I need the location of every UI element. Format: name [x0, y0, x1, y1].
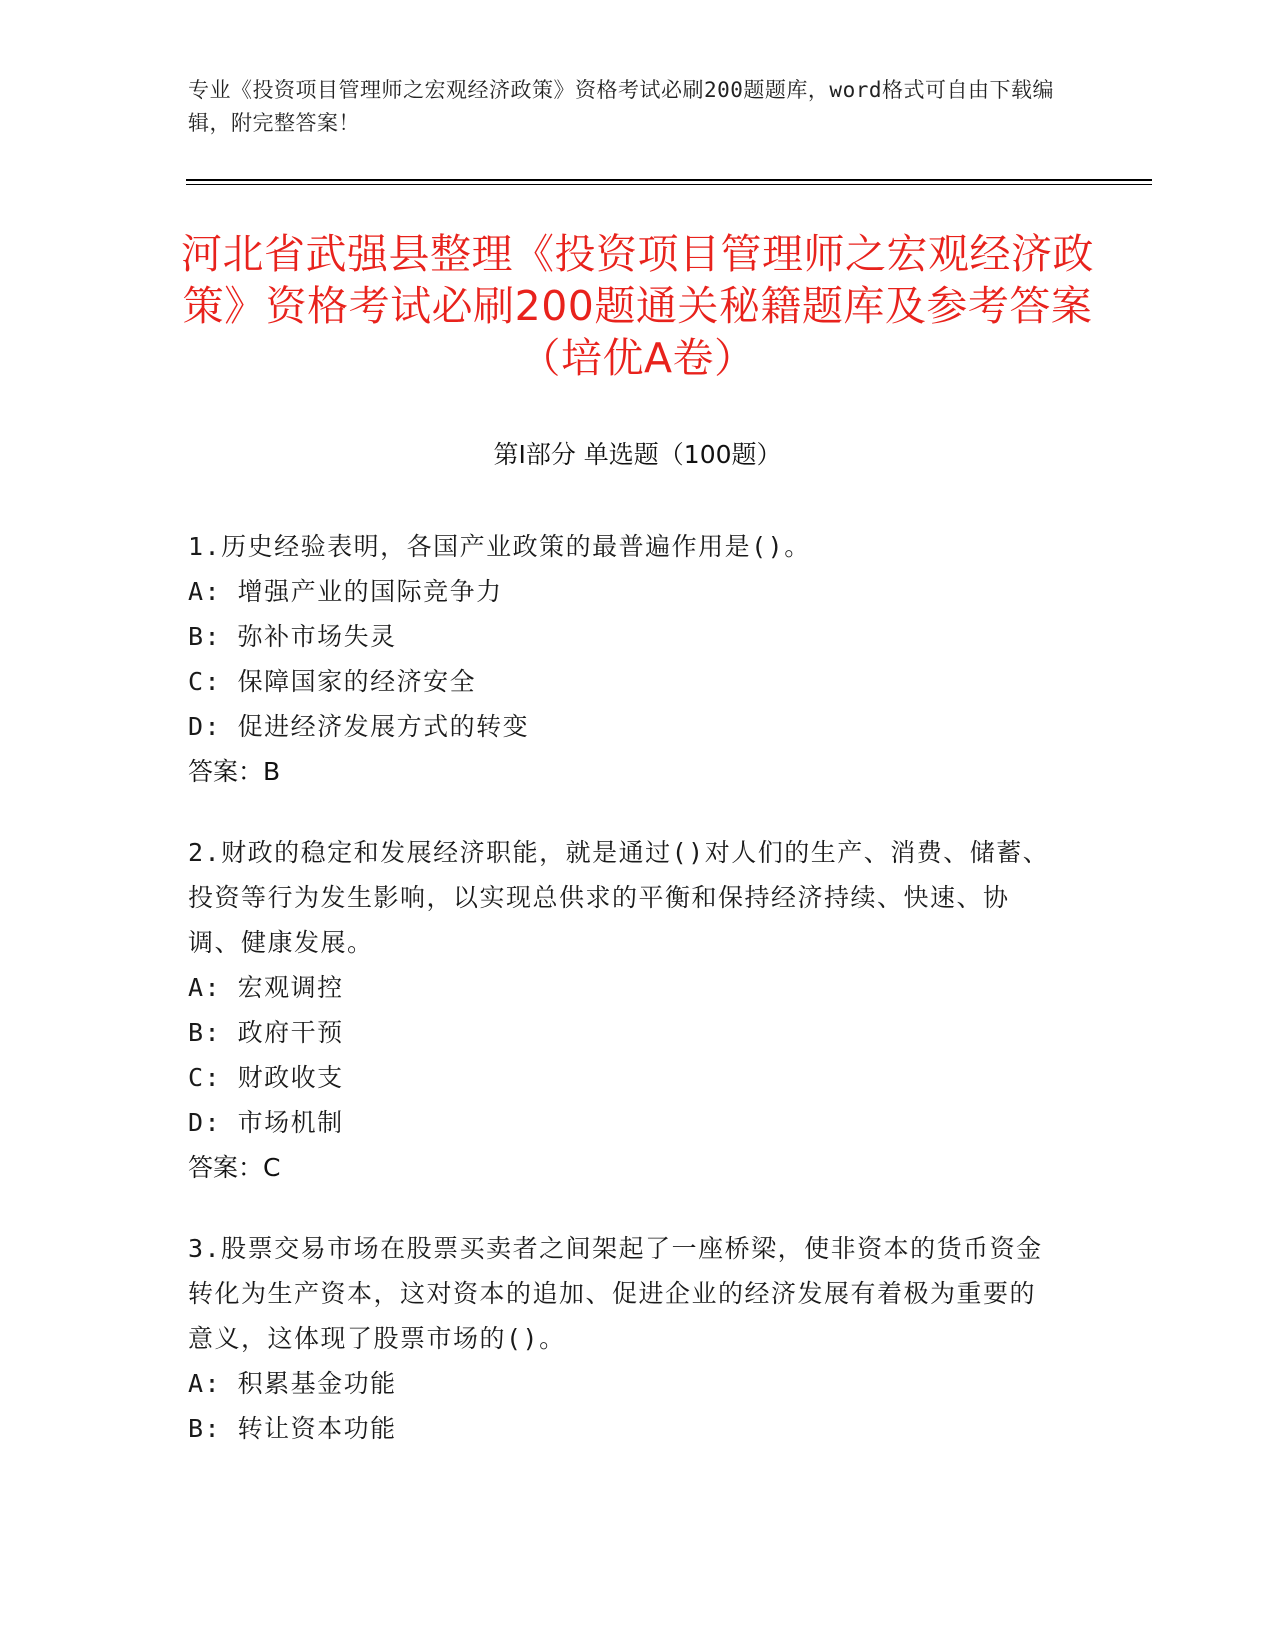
option-a: A: 积累基金功能 [188, 1369, 397, 1398]
header-divider-thick [186, 179, 1152, 181]
document-title: 河北省武强县整理《投资项目管理师之宏观经济政策》资格考试必刷200题通关秘籍题库及参考答案（培优A卷） [181, 230, 1094, 382]
option-d: D: 市场机制 [188, 1108, 344, 1137]
option-a: A: 增强产业的国际竞争力 [188, 577, 503, 606]
answer: 答案：B [188, 757, 281, 786]
option-d: D: 促进经济发展方式的转变 [188, 712, 530, 741]
question-2 [188, 830, 1058, 1190]
option-b: B: 转让资本功能 [188, 1414, 397, 1443]
answer: 答案：C [188, 1153, 281, 1182]
section-title: 第Ⅰ部分 单选题（100题） [493, 440, 782, 469]
question-list [188, 524, 1058, 1487]
question-stem: 3.股票交易市场在股票买卖者之间架起了一座桥梁，使非资本的货币资金转化为生产资本，这对资本的追加、促进企业的经济发展有着极为重要的意义，这体现了股票市场的()。 [188, 1234, 1043, 1353]
option-b: B: 弥补市场失灵 [188, 622, 397, 651]
option-a: A: 宏观调控 [188, 973, 344, 1002]
question-stem: 2.财政的稳定和发展经济职能，就是通过()对人们的生产、消费、储蓄、投资等行为发生影响，以实现总供求的平衡和保持经济持续、快速、协调、健康发展。 [188, 838, 1050, 957]
question-1 [188, 524, 1058, 794]
question-stem: 1.历史经验表明，各国产业政策的最普遍作用是()。 [188, 532, 811, 561]
question-3 [188, 1226, 1058, 1451]
option-b: B: 政府干预 [188, 1018, 344, 1047]
option-c: C: 财政收支 [188, 1063, 344, 1092]
header-divider-thin [186, 184, 1152, 185]
header-note: 专业《投资项目管理师之宏观经济政策》资格考试必刷200题题库，word格式可自由下载编辑，附完整答案！ [188, 78, 1054, 135]
option-c: C: 保障国家的经济安全 [188, 667, 477, 696]
